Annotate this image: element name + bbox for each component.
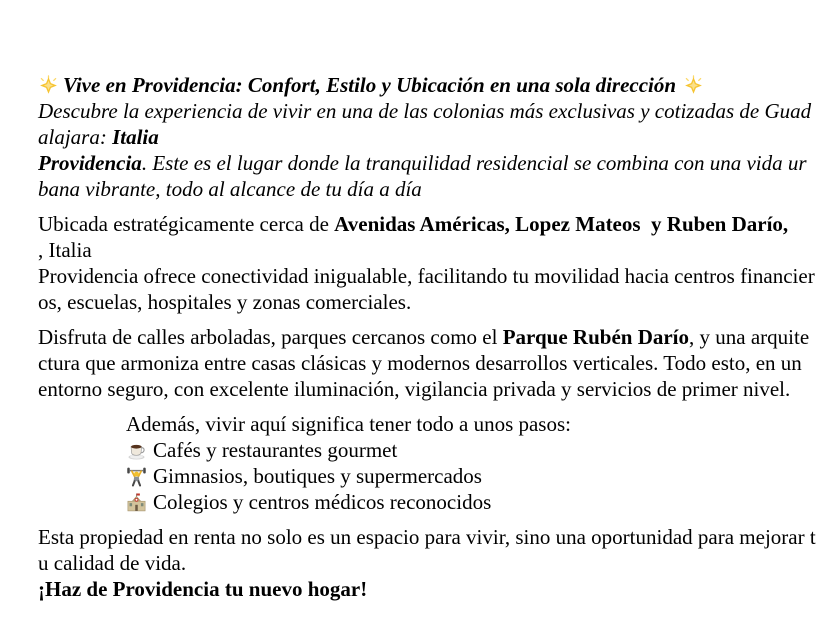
location-bold-avenidas: Avenidas Américas, Lopez Mateos y Ruben Darío,	[334, 212, 789, 236]
location-paragraph	[38, 211, 816, 315]
weightlifter-icon	[126, 466, 147, 487]
surroundings-text-2: , y una arquitectura que armoniza entre casas clásicas y modernos desarrollos verticales. Todo esto, en un entorno seguro, con excelente iluminación, vigilancia privada y servicios de primer nivel.	[38, 325, 810, 401]
location-text-3: Providencia ofrece conectividad inigualable, facilitando tu movilidad hacia centros financieros, escuelas, hospitales y zonas comerciales.	[38, 264, 815, 314]
intro-bold-italia: Italia	[112, 125, 159, 149]
sparkle-icon-left	[38, 75, 59, 96]
amenity-item-cafes	[126, 437, 816, 463]
amenity-item-colegios	[126, 489, 816, 515]
intro-bold-providencia: Providencia	[38, 151, 142, 175]
cta-line: ¡Haz de Providencia tu nuevo hogar!	[38, 577, 368, 601]
closing-paragraph: Esta propiedad en renta no solo es un espacio para vivir, sino una oportunidad para mejorar tu calidad de vida.	[38, 525, 816, 575]
coffee-icon	[126, 440, 147, 461]
page-title	[38, 72, 816, 98]
surroundings-paragraph	[38, 324, 816, 402]
intro-text-2: . Este es el lugar donde la tranquilidad residencial se combina con una vida urbana vibrante, todo al alcance de tu día a día	[38, 151, 807, 201]
location-text-1: Ubicada estratégicamente cerca de	[38, 212, 335, 236]
intro-text-1: Descubre la experiencia de vivir en una de las colonias más exclusivas y cotizadas de Guadalajara:	[38, 99, 812, 149]
amenities-intro: Además, vivir aquí significa tener todo a unos pasos:	[126, 412, 571, 436]
surroundings-text-1: Disfruta de calles arboladas, parques cercanos como el	[38, 325, 503, 349]
page-title-text: Vive en Providencia: Confort, Estilo y Ubicación en una sola dirección	[63, 73, 677, 97]
amenities-section	[126, 411, 816, 515]
amenity-item-gimnasios	[126, 463, 816, 489]
document-content	[38, 72, 816, 602]
sparkle-icon-right	[683, 75, 704, 96]
school-icon	[126, 492, 147, 513]
amenity-label-gimnasios: Gimnasios, boutiques y supermercados	[153, 464, 482, 488]
surroundings-bold-parque: Parque Rubén Darío	[502, 325, 690, 349]
location-text-2: , Italia	[38, 238, 92, 262]
intro-paragraph	[38, 98, 816, 202]
amenity-label-cafes: Cafés y restaurantes gourmet	[153, 438, 398, 462]
amenity-label-colegios: Colegios y centros médicos reconocidos	[153, 490, 492, 514]
